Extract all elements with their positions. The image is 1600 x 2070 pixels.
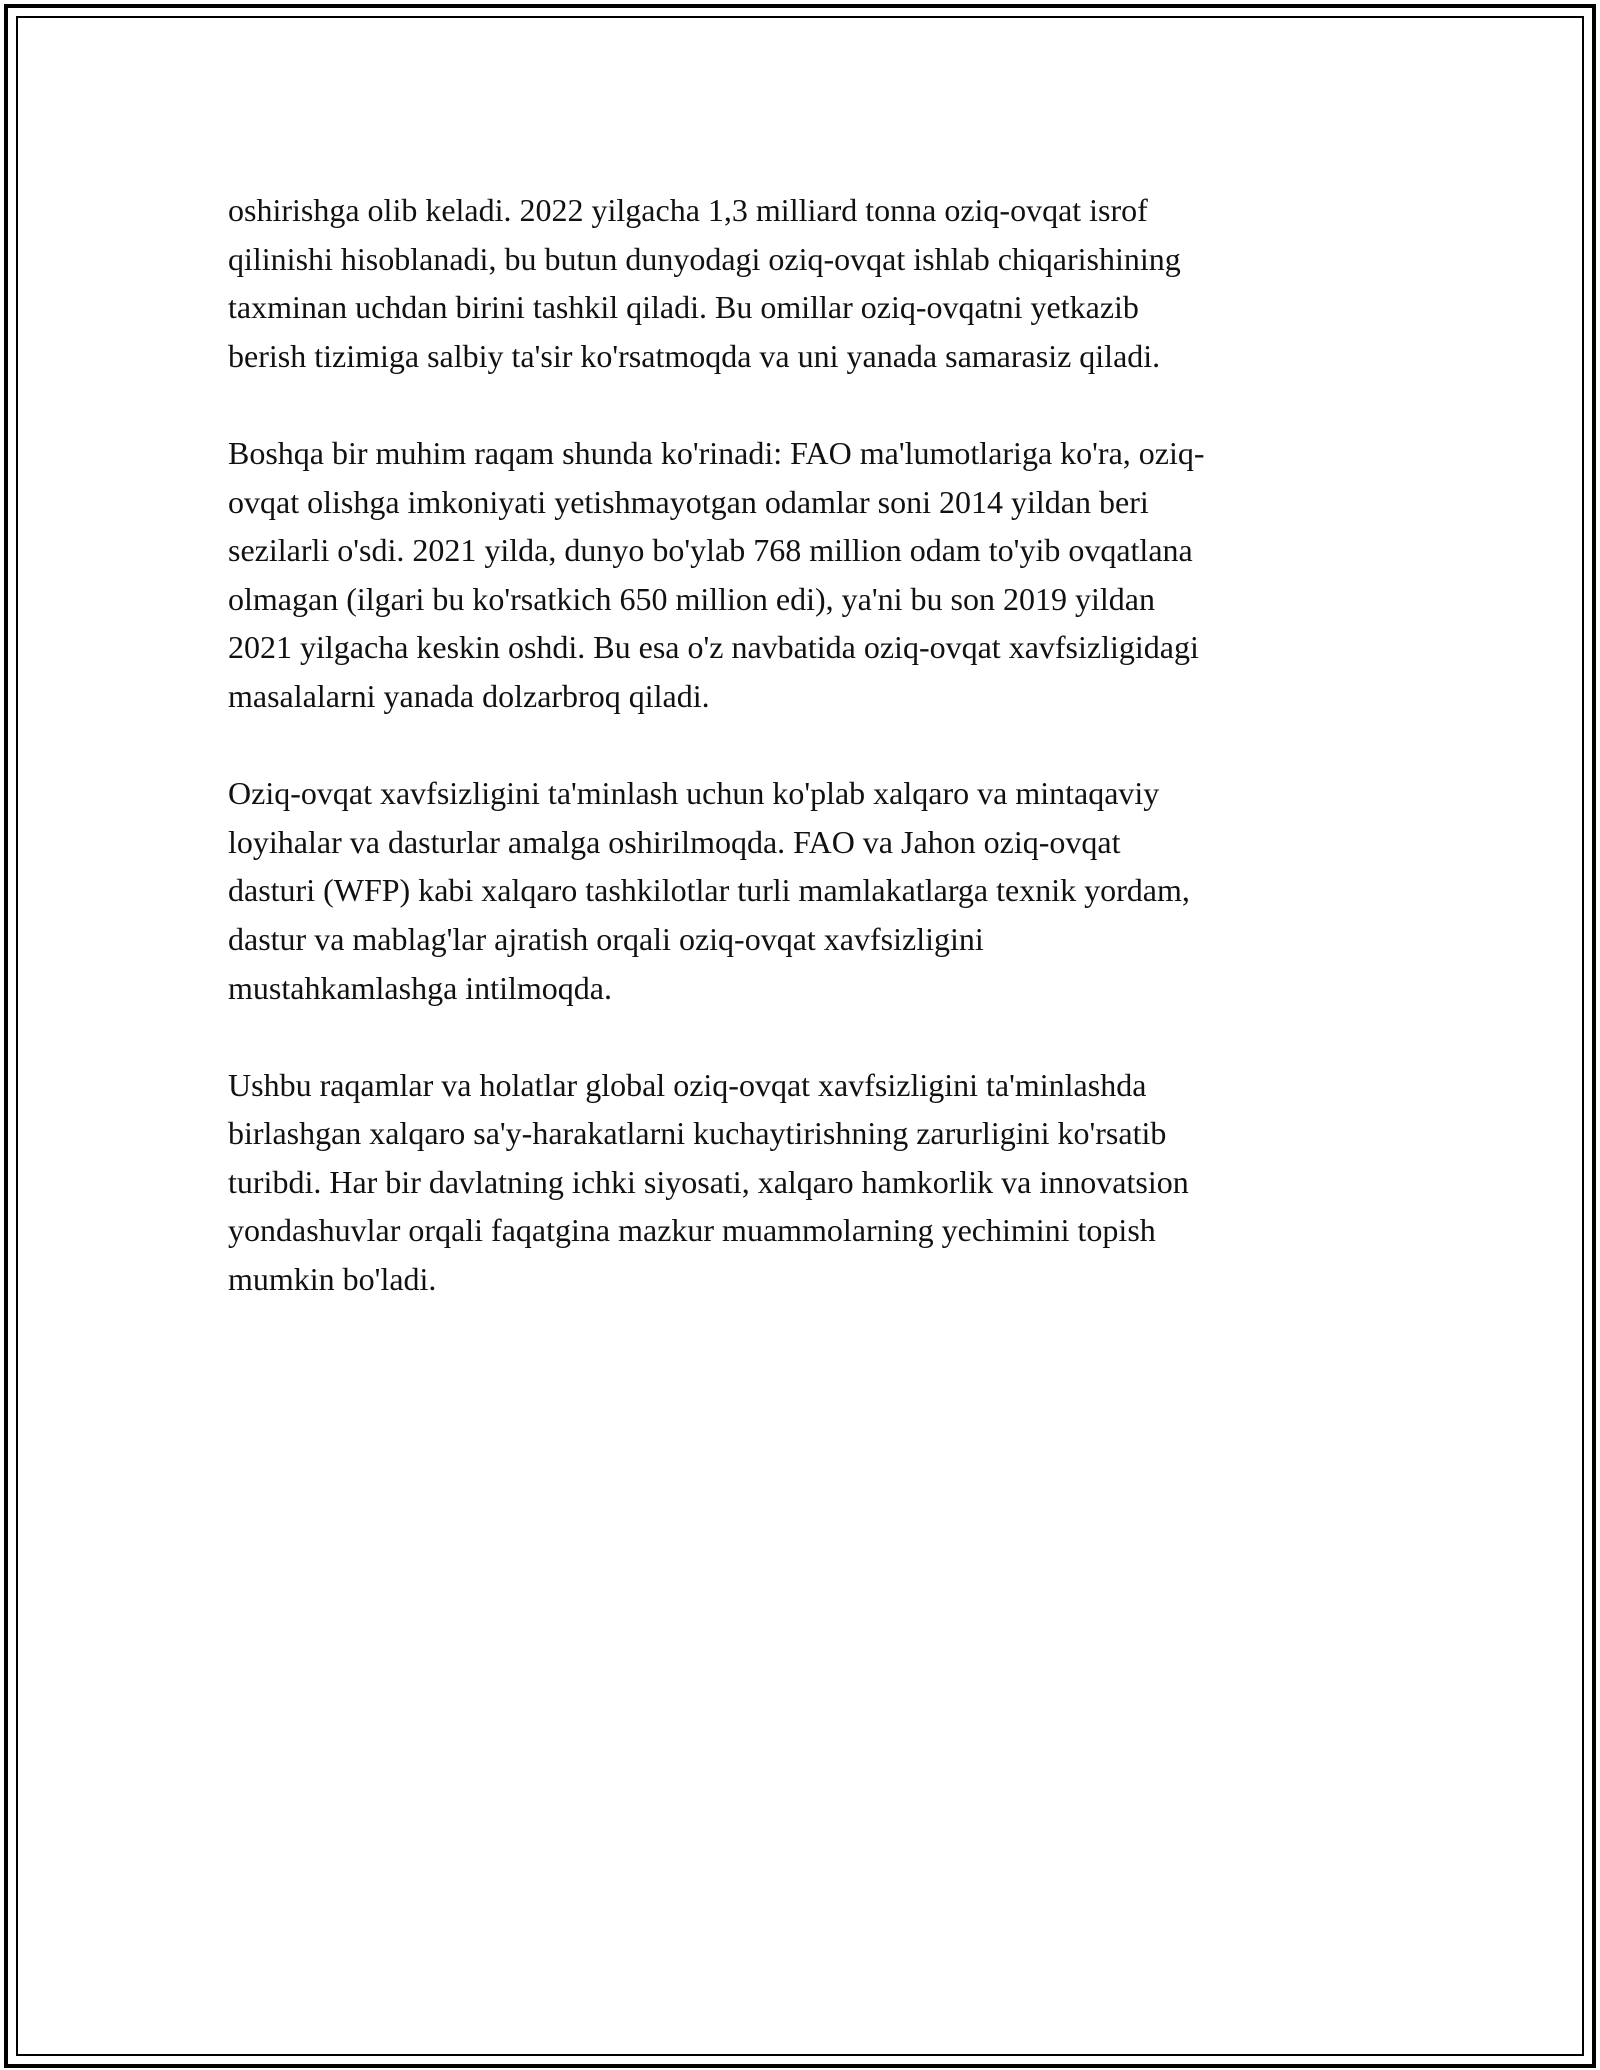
paragraph-food-waste: oshirishga olib keladi. 2022 yilgacha 1,3 milliard tonna oziq-ovqat isrof qilinishi hisoblanadi, bu butun dunyodagi oziq-ovqat ishlab chiqarishining taxminan uchdan birini tashkil qiladi. Bu omillar oziq-ovqatni yetkazib berish tizimiga salbiy ta'sir ko'rsatmoqda va uni yanada samarasiz qiladi.: [228, 192, 1181, 374]
paragraph-conclusion: Ushbu raqamlar va holatlar global oziq-ovqat xavfsizligini ta'minlashda birlashgan xalqaro sa'y-harakatlarni kuchaytirishning zarurligini ko'rsatib turibdi. Har bir davlatning ichki siyosati, xalqaro hamkorlik va innovatsion yondashuvlar orqali faqatgina mazkur muammolarning yechimini topish mumkin bo'ladi.: [228, 1066, 1189, 1298]
paragraph-hunger-statistics: Boshqa bir muhim raqam shunda ko'rinadi: FAO ma'lumotlariga ko'ra, oziq- ovqat olishga imkoniyati yetishmayotgan odamlar soni 2014 yildan beri sezilarli o'sdi. 2021 yilda, dunyo bo'ylab 768 million odam to'yib ovqatlana olmagan (ilgari bu ko'rsatkich 650 million edi), ya'ni bu son 2019 yildan 2021 yilgacha keskin oshdi. Bu esa o'z navbatida oziq-ovqat xavfsizligidagi masalalarni yanada dolzarbroq qiladi.: [228, 434, 1205, 714]
document-body: [228, 186, 1368, 1352]
paragraph-international-programs: Oziq-ovqat xavfsizligini ta'minlash uchun ko'plab xalqaro va mintaqaviy loyihalar va dasturlar amalga oshirilmoqda. FAO va Jahon oziq-ovqat dasturi (WFP) kabi xalqaro tashkilotlar turli mamlakatlarga texnik yordam, dastur va mablag'lar ajratish orqali oziq-ovqat xavfsizligini mustahkamlashga intilmoqda.: [228, 775, 1190, 1006]
